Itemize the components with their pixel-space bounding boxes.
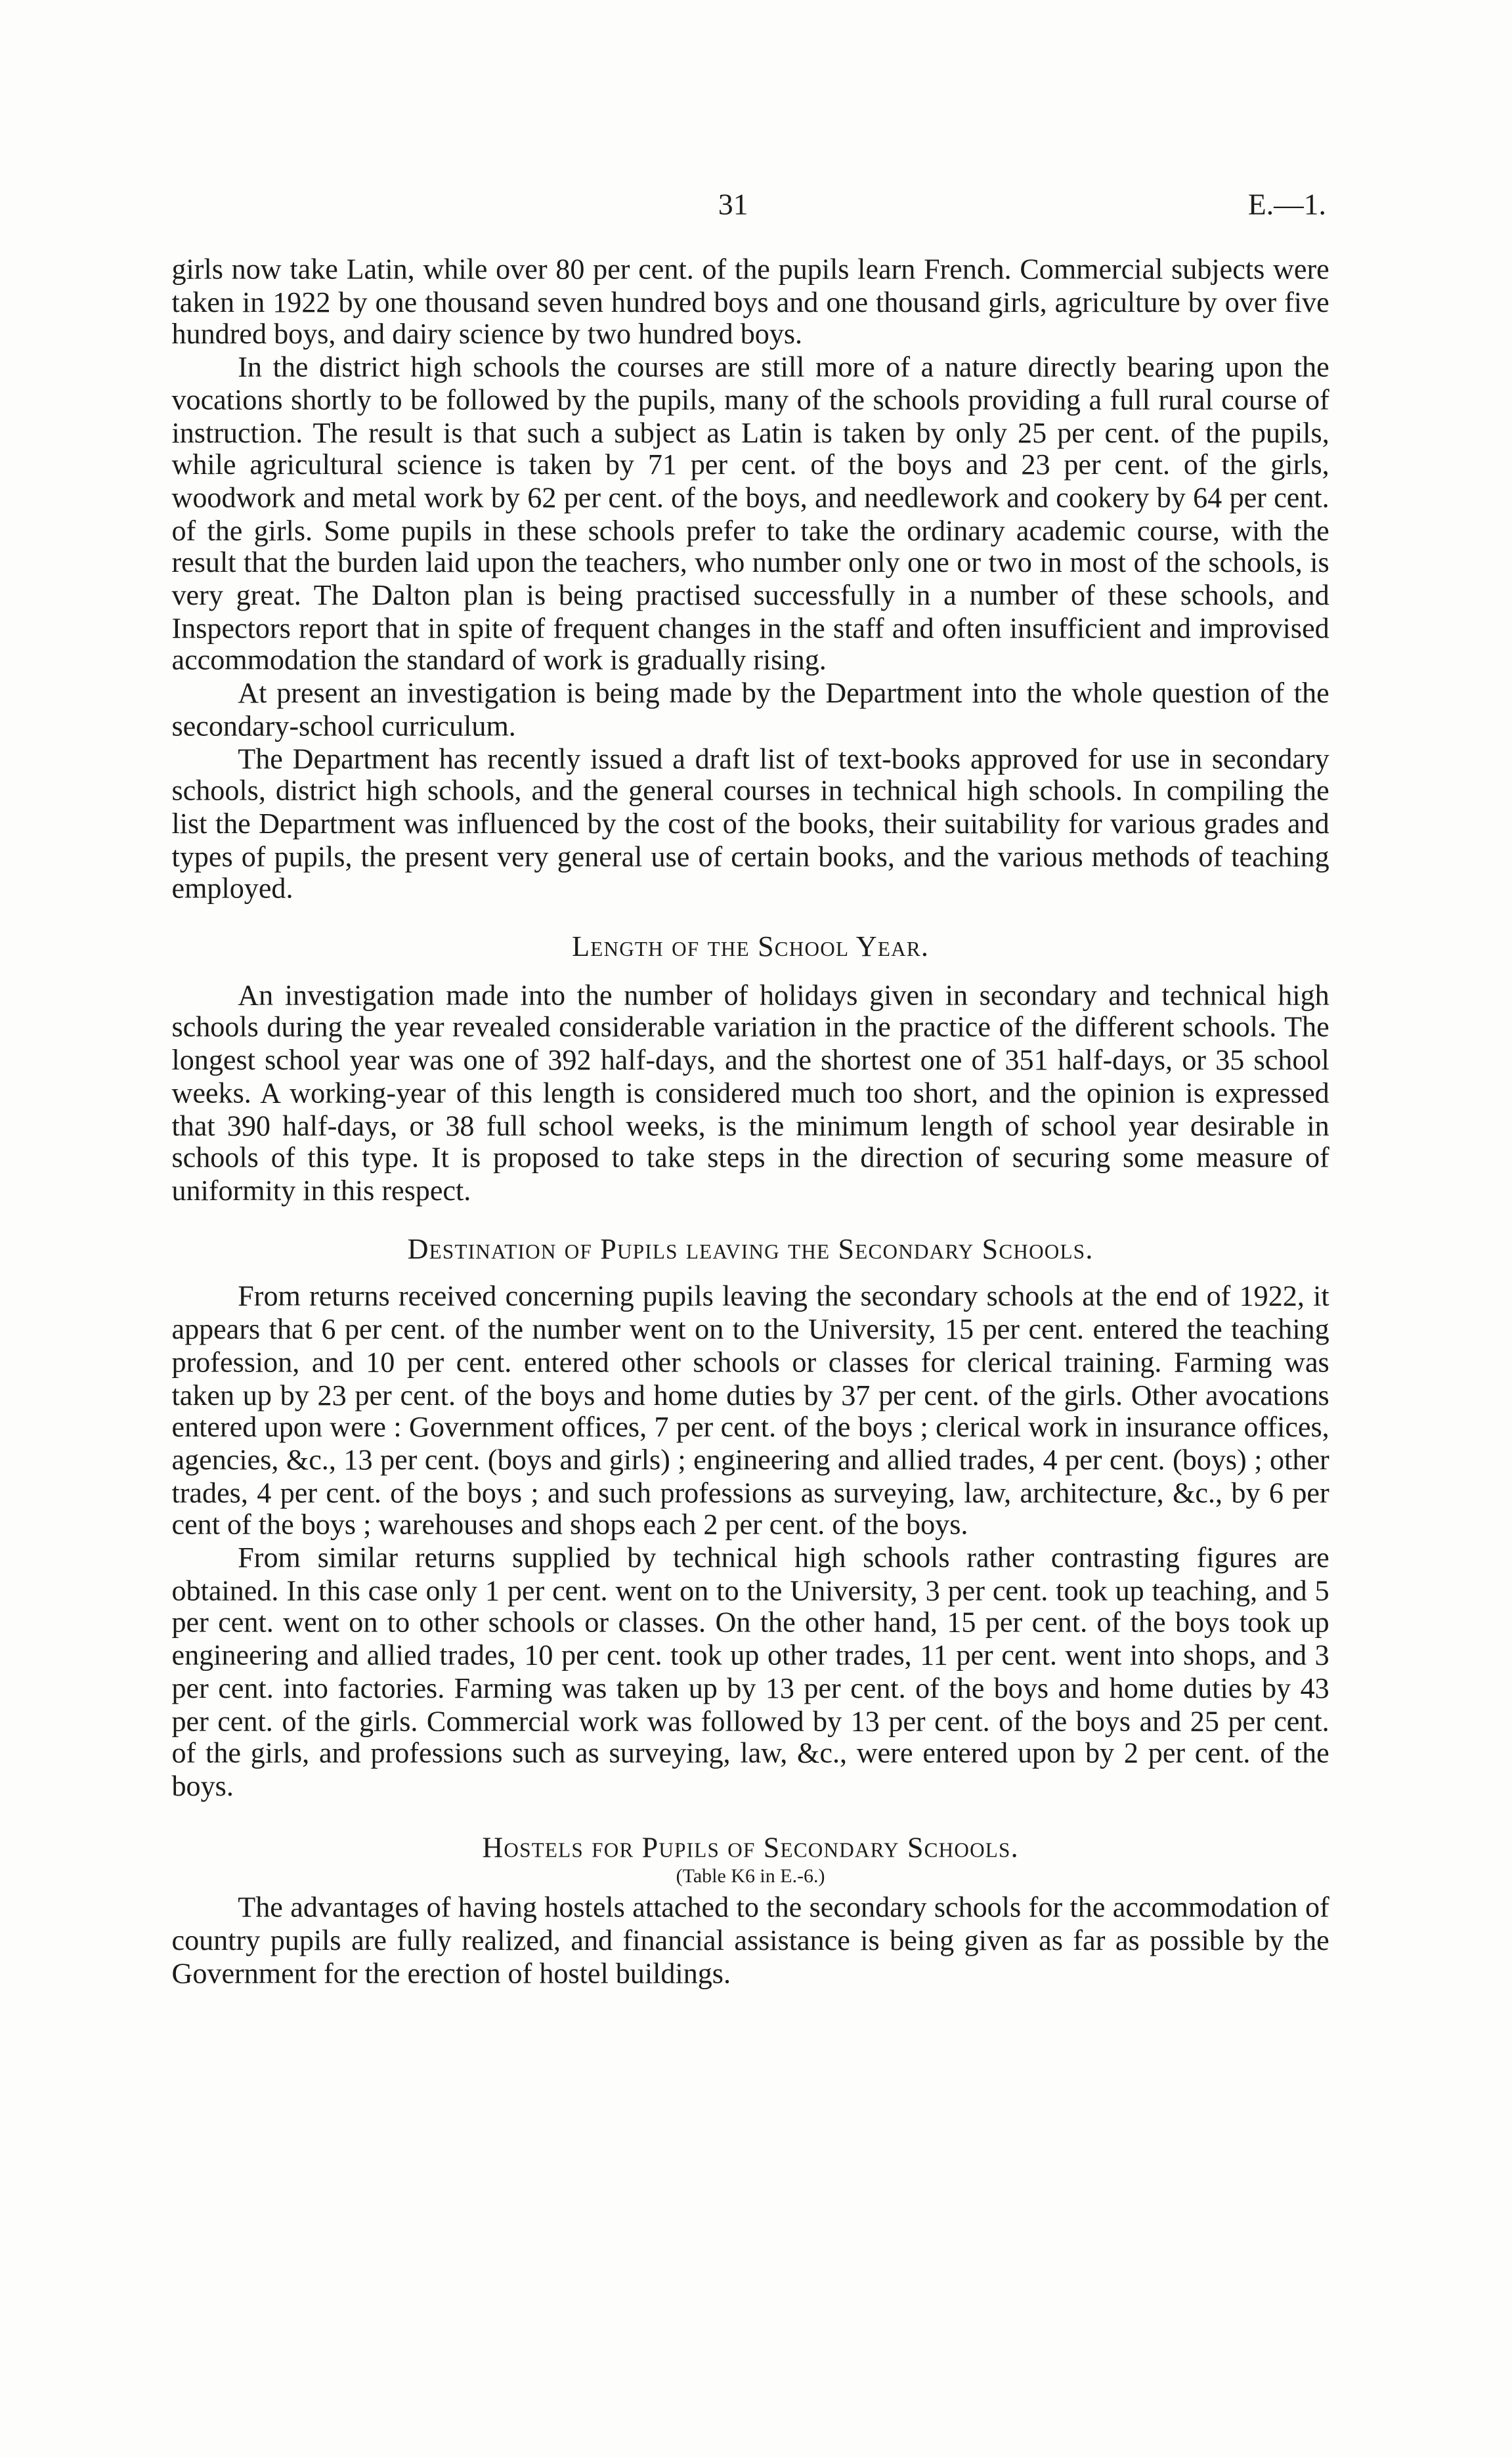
page-number: 31	[718, 188, 748, 223]
paragraph: In the district high schools the courses are still more of a nature directly bearing upon the vocations shortly to be followed by the pupils, many of the schools providing a full rural course of instruction. The result is that such a subject as Latin is taken by only 25 per cent. of the pupils, while agricultural science is taken by 71 per cent. of the boys and 23 per cent. of the girls, woodwork and metal work by 62 per cent. of the boys, and needlework and cookery by 64 per cent. of the girls. Some pupils in these schools prefer to take the ordinary academic course, with the result that the burden laid upon the teachers, who number only one or two in most of the schools, is very great. The Dalton plan is being practised successfully in a number of these schools, and Inspectors report that in spite of frequent changes in the staff and often insufficient and improvised accommodation the standard of work is gradually rising.	[171, 351, 1329, 677]
paragraph: An investigation made into the number of holidays given in secondary and technical high schools during the year revealed considerable variation in the practice of the different schools. The longest school year was one of 392 half-days, and the shortest one of 351 half-days, or 35 school weeks. A working-year of this length is considered much too short, and the opinion is expressed that 390 half-days, or 38 full school weeks, is the minimum length of school year desirable in schools of this type. It is proposed to take steps in the direction of securing some measure of uniformity in this respect.	[171, 979, 1329, 1207]
section-heading: Destination of Pupils leaving the Secondary Schools.	[407, 1232, 1094, 1264]
paragraph: The advantages of having hostels attached to the secondary schools for the accommodation of country pupils are fully realized, and financial assistance is being given as far as possible by the Government for the erection of hostel buildings.	[171, 1891, 1329, 1989]
paragraph: At present an investigation is being made by the Department into the whole question of the secondary-school curriculum.	[171, 677, 1329, 742]
document-reference: E.—1.	[1247, 188, 1326, 223]
body-text	[171, 253, 1329, 1990]
paragraph: girls now take Latin, while over 80 per cent. of the pupils learn French. Commercial subjects were taken in 1922 by one thousand seven hundred boys and one thousand girls, agriculture by over five hundred boys, and dairy science by two hundred boys.	[171, 253, 1329, 351]
paragraph: The Department has recently issued a draft list of text-books approved for use in secondary schools, district high schools, and the general courses in technical high schools. In compiling the list the Department was influenced by the cost of the books, their suitability for various grades and types of pupils, the present very general use of certain books, and the various methods of teaching employed.	[171, 743, 1329, 905]
section-heading: Length of the School Year.	[572, 930, 930, 962]
paragraph: From similar returns supplied by technical high schools rather contrasting figures are obtained. In this case only 1 per cent. went on to the University, 3 per cent. took up teaching, and 5 per cent. went on to other schools or classes. On the other hand, 15 per cent. of the boys took up engineering and allied trades, 10 per cent. took up other trades, 11 per cent. went into shops, and 3 per cent. into factories. Farming was taken up by 13 per cent. of the boys and home duties by 43 per cent. of the girls. Commercial work was followed by 13 per cent. of the boys and 25 per cent. of the girls, and professions such as surveying, law, &c., were entered upon by 2 per cent. of the boys.	[171, 1542, 1329, 1802]
section-heading: Hostels for Pupils of Secondary Schools.	[482, 1831, 1019, 1863]
paragraph: From returns received concerning pupils leaving the secondary schools at the end of 1922, it appears that 6 per cent. of the number went on to the University, 15 per cent. entered the teaching profession, and 10 per cent. entered other schools or classes for clerical training. Farming was taken up by 23 per cent. of the boys and home duties by 37 per cent. of the girls. Other avocations entered upon were : Government offices, 7 per cent. of the boys ; clerical work in insurance offices, agencies, &c., 13 per cent. (boys and girls) ; engineering and allied trades, 4 per cent. (boys) ; other trades, 4 per cent. of the boys ; and such professions as surveying, law, architecture, &c., by 6 per cent of the boys ; warehouses and shops each 2 per cent. of the boys.	[171, 1281, 1329, 1541]
table-reference-note: (Table K6 in E.-6.)	[676, 1865, 825, 1887]
